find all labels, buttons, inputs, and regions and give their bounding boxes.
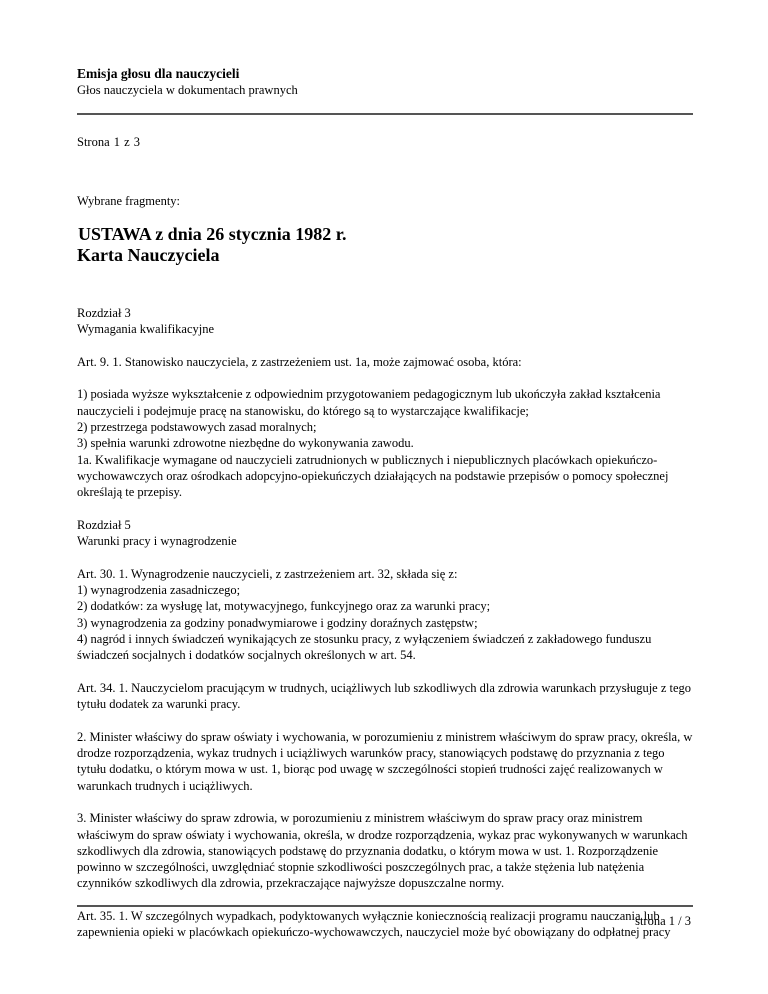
document-title [77,224,347,266]
paragraph-art-34-2: 2. Minister właściwy do spraw oświaty i wychowania, w porozumieniu z ministrem właściwym do spraw pracy, określa, w drodze rozporządzenia, wykaz trudnych i uciążliwych warunków pracy, stanowiących podstawę do przyznania z tego tytułu dodatku, o którym mowa w ust. 1, biorąc pod uwagę w szczególności stopień trudności zajęć realizowanych w warunkach trudnych i uciążliwych. [77,729,693,793]
section-heading-rozdzial-3: Rozdział 3 Wymagania kwalifikacyjne [77,306,215,337]
paragraph-art-34-3: 3. Minister właściwy do spraw zdrowia, w porozumieniu z ministrem właściwym do spraw pracy oraz ministrem właściwym do spraw oświaty i wychowania, określa, w drodze rozporządzenia, wykaz prac wykonywanych w warunkach szkodliwych dla zdrowia, stanowiących podstawę do przyznania dodatku, o którym mowa w ust. 1. Rozporządzenie powinno w szczególności, uwzględniać stopnie szkodliwości poszczególnych prac, a także stężenia lub natężenia czynników szkodliwych dla zdrowia, przekraczające najwyższe dopuszczalne normy. [77,811,688,891]
footer-divider [77,905,693,907]
document-title-line-2: Karta Nauczyciela [77,245,220,265]
document-body [77,305,693,957]
footer-page-number: strona 1 / 3 [635,914,691,928]
section-heading-rozdzial-5: Rozdział 5 Warunki pracy i wynagrodzenie [77,517,237,549]
paragraph-art-30: Art. 30. 1. Wynagrodzenie nauczycieli, z zastrzeżeniem art. 32, składa się z: 1) wynagrodzenia zasadniczego; 2) dodatków: za wysługę lat, motywacyjnego, funkcyjnego oraz za warunki pracy; 3) wynagrodzenia za godziny ponadwymiarowe i godziny doraźnych zastępstw; 4) nagród i innych świadczeń wynikających ze stosunku pracy, z wyłączeniem świadczeń z zakładowego funduszu świadczeń socjalnych i dodatków socjalnych określonych w art. 54. [77,566,652,663]
header-title: Emisja głosu dla nauczycieli [77,66,240,81]
paragraph-art-34-1: Art. 34. 1. Nauczycielom pracującym w trudnych, uciążliwych lub szkodliwych dla zdrowia warunkach przysługuje z tego tytułu dodatek za warunki pracy. [77,680,692,712]
page-counter: Strona 1 z 3 [77,135,141,149]
header-divider [77,113,693,115]
paragraph-art-9-points: 1) posiada wyższe wykształcenie z odpowiednim przygotowaniem pedagogicznym lub ukończyła zakład kształcenia nauczycieli i podejmuje pracę na stanowisku, do którego są to wystarczające kwalifikacje; 2) przestrzega podstawowych zasad moralnych; 3) spełnia warunki zdrowotne niezbędne do wykonywania zawodu. 1a. Kwalifikacje wymagane od nauczycieli zatrudnionych w publicznych i niepublicznych placówkach opiekuńczo-wychowawczych oraz ośrodkach adopcyjno-opiekuńczych działających na podstawie przepisów o pomocy społecznej określają te przepisy. [77,387,669,500]
document-title-line-1: USTAWA z dnia 26 stycznia 1982 r. [78,224,347,244]
fragments-label: Wybrane fragmenty: [77,194,181,208]
paragraph-art-35: Art. 35. 1. W szczególnych wypadkach, podyktowanych wyłącznie koniecznością realizacji programu nauczania lub zapewnienia opieki w placówkach opiekuńczo-wychowawczych, nauczyciel może być obowiązany do odpłatnej pracy [77,908,671,940]
header-subtitle: Głos nauczyciela w dokumentach prawnych [77,83,298,97]
paragraph-art-9: Art. 9. 1. Stanowisko nauczyciela, z zastrzeżeniem ust. 1a, może zajmować osoba, która: [77,354,522,369]
